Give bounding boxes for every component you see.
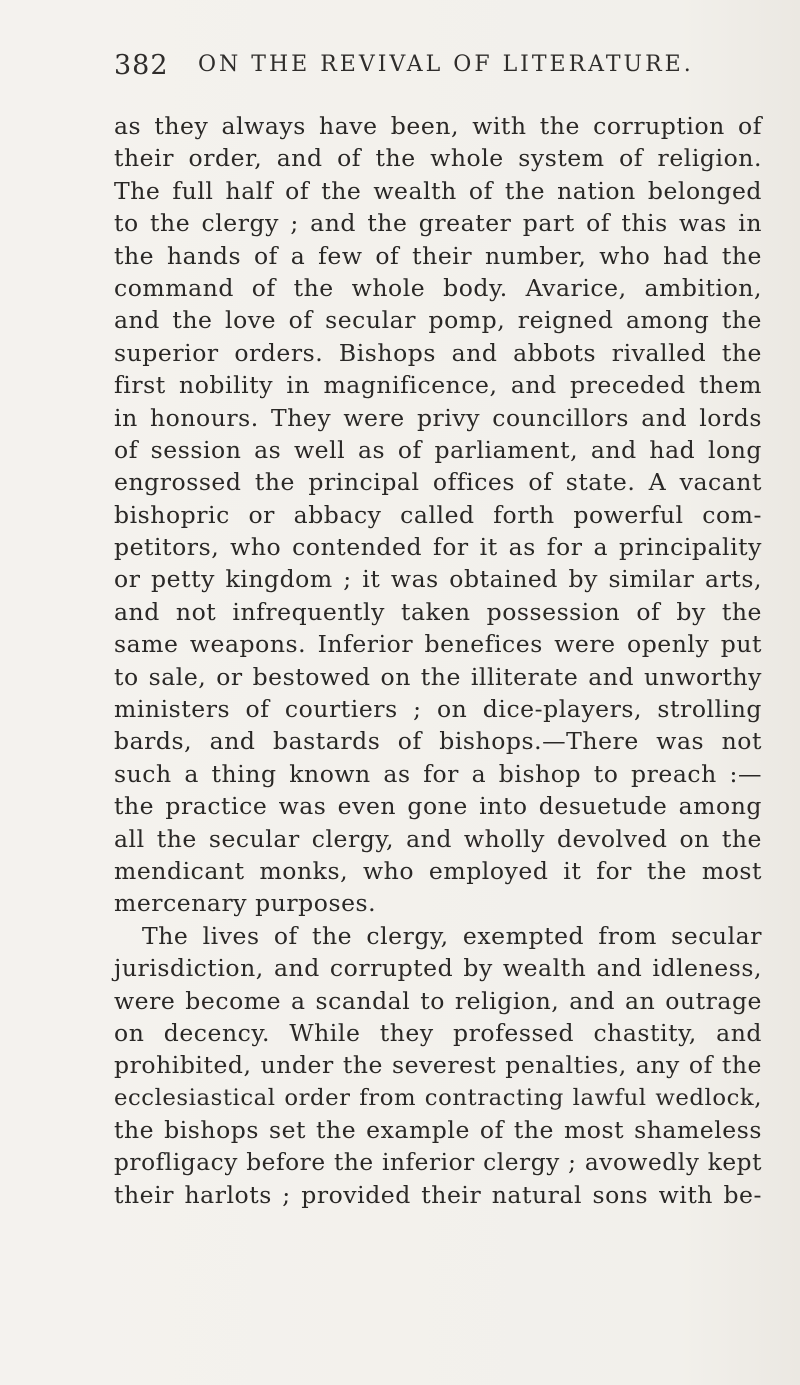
text-line: of session as well as of parliament, and had long xyxy=(114,435,762,464)
text-line: bishopric or abbacy called forth powerful com- xyxy=(114,500,762,529)
text-line: or petty kingdom ; it was obtained by similar arts, xyxy=(114,565,762,594)
text-line: jurisdiction, and corrupted by wealth and idleness, xyxy=(114,954,762,983)
text-line: and not infrequently taken possession of by the xyxy=(114,597,762,626)
text-line: bards, and bastards of bishops.—There was not xyxy=(114,727,762,756)
text-line: and the love of secular pomp, reigned among the xyxy=(114,306,762,335)
text-line: the hands of a few of their number, who had the xyxy=(114,241,762,270)
text-line: the practice was even gone into desuetude among xyxy=(114,792,762,821)
paragraph-start-line: The lives of the clergy, exempted from secular xyxy=(142,921,762,950)
text-line: all the secular clergy, and wholly devolved on the xyxy=(114,824,762,853)
text-line: The full half of the wealth of the nation belonged xyxy=(114,176,762,205)
text-line: command of the whole body. Avarice, ambition, xyxy=(114,273,762,302)
text-line: prohibited, under the severest penalties, any of the xyxy=(114,1051,762,1080)
text-line: superior orders. Bishops and abbots rivalled the xyxy=(114,338,762,367)
text-line: in honours. They were privy councillors and lords xyxy=(114,403,762,432)
page-number: 382 xyxy=(114,50,169,81)
text-line: such a thing known as for a bishop to preach :— xyxy=(114,759,762,788)
text-line: the bishops set the example of the most shameless xyxy=(114,1116,762,1145)
text-line: profligacy before the inferior clergy ; avowedly kept xyxy=(114,1148,762,1176)
text-line: petitors, who contended for it as for a principality xyxy=(114,533,762,562)
page-header xyxy=(114,50,754,90)
body-text xyxy=(114,110,762,1211)
text-line: ecclesiastical order from contracting lawful wedlock, xyxy=(114,1084,762,1111)
text-line: to the clergy ; and the greater part of this was in xyxy=(114,209,762,238)
text-line: ministers of courtiers ; on dice-players, strolling xyxy=(114,695,762,724)
text-line: to sale, or bestowed on the illiterate and unworthy xyxy=(114,662,762,691)
paragraph-end-line: mercenary purposes. xyxy=(114,889,377,918)
text-line: their harlots ; provided their natural sons with be- xyxy=(114,1180,762,1209)
running-head: ON THE REVIVAL OF LITERATURE. xyxy=(198,52,694,77)
text-line: first nobility in magnificence, and preceded them xyxy=(114,371,762,400)
text-line: engrossed the principal offices of state. A vacant xyxy=(114,468,762,497)
text-line: as they always have been, with the corruption of xyxy=(114,112,762,140)
text-line: their order, and of the whole system of religion. xyxy=(114,144,762,173)
text-line: were become a scandal to religion, and an outrage xyxy=(114,986,762,1015)
text-line: mendicant monks, who employed it for the most xyxy=(114,856,762,885)
text-line: same weapons. Inferior benefices were openly put xyxy=(114,630,762,659)
text-line: on decency. While they professed chastity, and xyxy=(114,1018,762,1047)
